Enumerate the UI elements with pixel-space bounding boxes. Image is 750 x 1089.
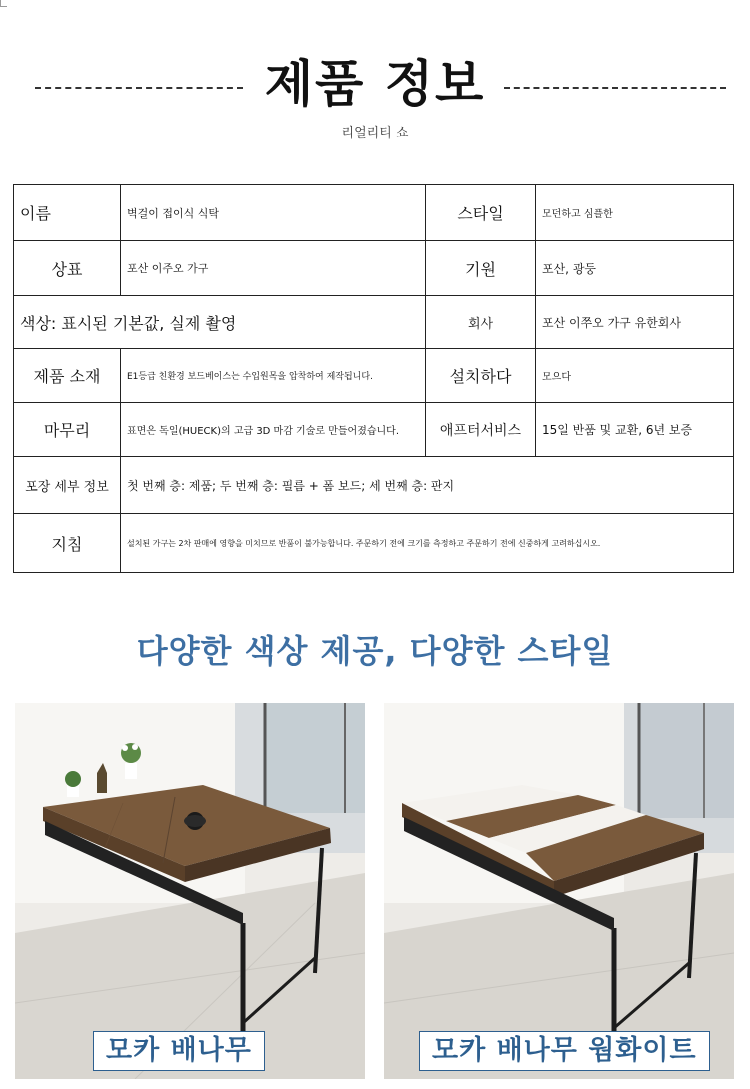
spec-value: 15일 반품 및 교환, 6년 보증 (536, 403, 734, 457)
spec-key: 지침 (14, 514, 121, 573)
table-row (14, 403, 734, 457)
spec-value: 포산 이쭈오 가구 유한회사 (536, 296, 734, 349)
spec-color-note: 색상: 표시된 기본값, 실제 촬영 (14, 296, 426, 349)
product-photo-mocha-white (384, 703, 734, 1079)
spec-key: 마무리 (14, 403, 121, 457)
spec-value: 설치된 가구는 2차 판매에 영향을 미치므로 반품이 불가능합니다. 주문하기 전에 크기를 측정하고 주문하기 전에 신중하게 고려하십시오. (121, 514, 734, 573)
table-row (14, 241, 734, 296)
page-subtitle: 리얼리티 쇼 (341, 126, 409, 141)
spec-key: 애프터서비스 (426, 403, 536, 457)
table-illustration (384, 703, 734, 1079)
spec-value: 모던하고 심플한 (536, 185, 734, 241)
spec-key: 포장 세부 정보 (14, 457, 121, 514)
table-row (14, 185, 734, 241)
variants-title: 다양한 색상 제공, 다양한 스타일 (136, 632, 614, 670)
spec-table (13, 184, 734, 573)
product-photo-mocha (15, 703, 365, 1079)
table-illustration (15, 703, 365, 1079)
spec-key: 기원 (426, 241, 536, 296)
spec-value: 표면은 독일(HUECK)의 고급 3D 마감 기술로 만들어졌습니다. (121, 403, 426, 457)
spec-value: E1등급 친환경 보드베이스는 수입원목을 압착하여 제작됩니다. (121, 349, 426, 403)
table-row (14, 349, 734, 403)
corner-mark (0, 0, 7, 7)
title-divider-right (504, 87, 726, 89)
spec-value: 벽걸이 접이식 식탁 (121, 185, 426, 241)
spec-value: 첫 번째 층: 제품; 두 번째 층: 필름 + 폼 보드; 세 번째 층: 판지 (121, 457, 734, 514)
spec-key: 스타일 (426, 185, 536, 241)
variant-label: 모카 배나무 웜화이트 (419, 1031, 710, 1071)
spec-key: 설치하다 (426, 349, 536, 403)
table-row (14, 457, 734, 514)
table-row (14, 514, 734, 573)
spec-key: 회사 (426, 296, 536, 349)
spec-key: 상표 (14, 241, 121, 296)
spec-value: 모으다 (536, 349, 734, 403)
table-row (14, 296, 734, 349)
spec-key: 제품 소재 (14, 349, 121, 403)
spec-value: 포산 이주오 가구 (121, 241, 426, 296)
variant-label: 모카 배나무 (93, 1031, 265, 1071)
spec-key: 이름 (14, 185, 121, 241)
spec-value: 포산, 광둥 (536, 241, 734, 296)
page-title: 제품 정보 (264, 55, 486, 113)
